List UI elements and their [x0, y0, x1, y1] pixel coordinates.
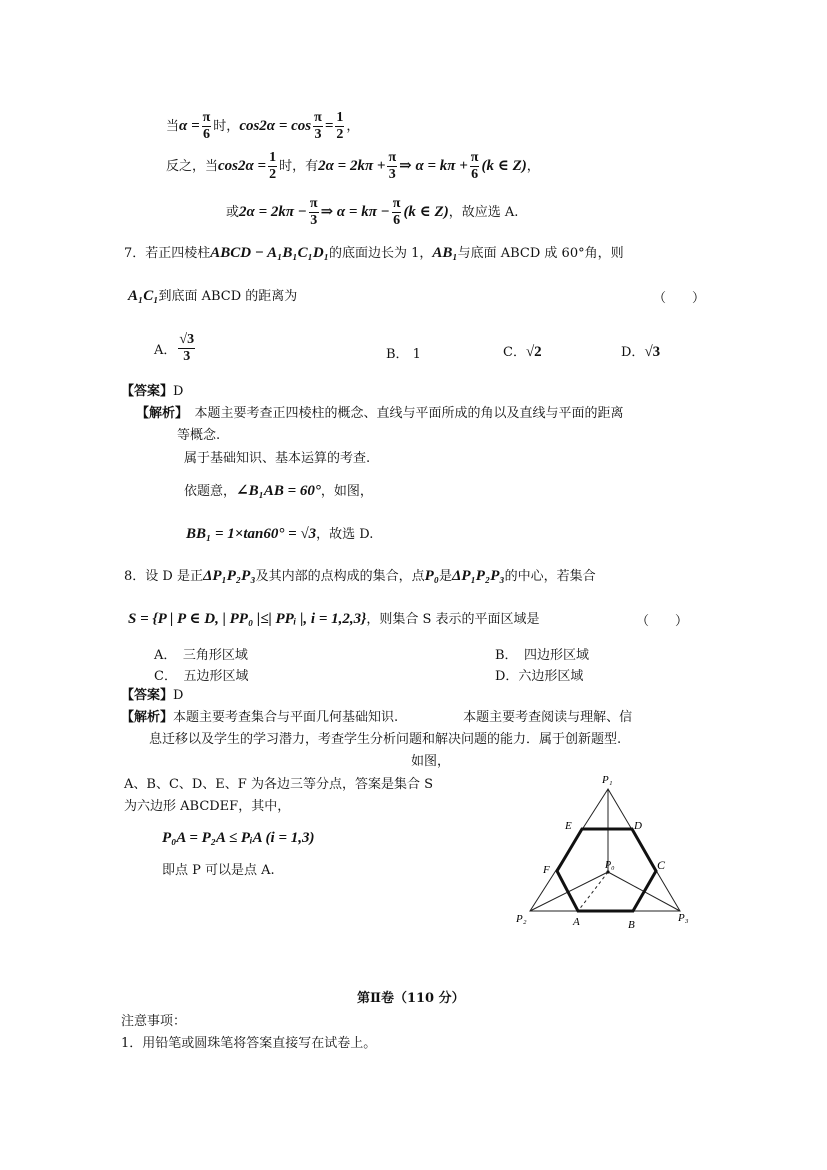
label-b: B — [628, 919, 635, 931]
sol6-line1 — [166, 110, 359, 143]
q7-option-a — [154, 332, 197, 365]
sol6-l1-mid: 时， — [213, 119, 240, 134]
q7-stem-c: 与底面 ABCD 成 60°角，则 — [457, 246, 624, 261]
q8-analysis-5: 为六边形 ABCDEF，其中， — [124, 799, 291, 814]
sol6-l2-prefix: 反之，当 — [166, 159, 219, 174]
q7-answer-value: D — [173, 384, 184, 399]
q7-analysis-3: 属于基础知识、基本运算的考查. — [184, 451, 371, 466]
q7-answer — [121, 383, 183, 401]
q8-stem2-text: ，则集合 S 表示的平面区域是 — [366, 612, 540, 627]
q8-stem-b: 及其内部的点构成的集合，点 — [255, 569, 425, 584]
q7-analysis-4-math: ∠B₁AB = 60° — [236, 483, 321, 499]
q8-answer-tag: 【答案】 — [121, 688, 174, 703]
label-p1: P₁ — [602, 774, 613, 786]
q7-option-c — [503, 341, 542, 361]
sol6-l3-math3: (k ∈ Z) — [403, 204, 449, 220]
q8-stem-c: 是 — [438, 569, 452, 584]
sol6-l2-math4: (k ∈ Z) — [481, 158, 527, 174]
q8-analysis-3: 如图， — [411, 754, 451, 769]
q7-analysis-5b: ，故选 D. — [316, 527, 374, 542]
label-c: C — [657, 858, 666, 872]
label-f: F — [543, 864, 550, 876]
sol6-l1-end: ， — [346, 119, 360, 134]
q8-stem-d: 的中心，若集合 — [504, 569, 596, 584]
q7-stem — [124, 244, 624, 263]
q8-stem-math3: ΔP₁P₂P₃ — [452, 568, 505, 584]
q7-analysis-2: 等概念. — [177, 428, 221, 443]
sol6-l2-frac1: $\frac{1}{2}$ — [269, 150, 277, 182]
q7-option-d-math: √3 — [644, 344, 661, 360]
sol6-l1-math2: cos2α = cos — [239, 118, 312, 134]
q8-option-d: D．六边形区域 — [495, 669, 584, 684]
sol6-l1-frac2: $\frac{\pi}{3}$ — [314, 110, 322, 142]
q8-analysis-4: A、B、C、D、E、F 为各边三等分点，答案是集合 S — [124, 777, 433, 792]
q8-analysis-2: 息迁移以及学生的学习潜力，考查学生分析问题和解决问题的能力．属于创新题型. — [149, 732, 622, 747]
label-a: A — [573, 916, 580, 928]
q7-stem-math1: ABCD − A₁B₁C₁D₁ — [210, 245, 329, 261]
sol6-l1-math1: α = — [179, 118, 200, 134]
sol6-l2-frac3: $\frac{\pi}{6}$ — [470, 150, 479, 182]
sol6-l3-frac1: $\frac{\pi}{3}$ — [309, 196, 318, 228]
q8-analysis-text1: 本题主要考查集合与平面几何基础知识. 本题主要考查阅读与理解、信 — [173, 710, 633, 725]
sol6-l1-math3: = — [324, 118, 334, 134]
q8-analysis-6 — [162, 829, 315, 848]
q8-stem-math2: P₀ — [424, 568, 439, 584]
q7-analysis-tag: 【解析】 — [136, 406, 182, 421]
q7-stem-a: 7．若正四棱柱 — [124, 246, 211, 261]
q7-option-a-frac: $\frac{√3}{3}$ — [179, 332, 195, 364]
sol6-l2-mid: 时，有 — [279, 159, 319, 174]
q7-stem-b: 的底面边长为 1， — [328, 246, 433, 261]
label-d: D — [634, 820, 642, 832]
q8-stem-math1: ΔP₁P₂P₃ — [202, 568, 256, 584]
q7-answer-tag: 【答案】 — [121, 384, 174, 399]
segment-p0-a-dashed — [578, 872, 608, 911]
sol6-l1-frac1: $\frac{\pi}{6}$ — [202, 110, 211, 142]
sol6-line2 — [166, 150, 540, 183]
q7-stem2-math: A₁C₁ — [128, 288, 159, 304]
q7-option-a-label: A． — [154, 343, 177, 358]
label-p0: P₀ — [605, 860, 615, 871]
q7-option-c-math: √2 — [525, 344, 542, 360]
q8-analysis-6-math: P₀A = P₂A ≤ PᵢA (i = 1,3) — [162, 830, 315, 846]
q8-answer-paren: （ ） — [636, 614, 689, 629]
label-p3: P₃ — [678, 912, 689, 924]
sol6-l2-math1: cos2α = — [218, 158, 267, 174]
sol6-l3-math1: 2α = 2kπ − — [239, 204, 307, 220]
q7-option-d — [621, 341, 660, 361]
sol6-l2-math2: 2α = 2kπ + — [318, 158, 386, 174]
sol6-l3-math2: ⇒ α = kπ − — [320, 204, 390, 220]
sol6-l3-end: ，故应选 A. — [448, 205, 519, 220]
q7-stem2 — [128, 287, 297, 306]
q8-stem-a: 8．设 D 是正 — [124, 569, 203, 584]
q8-option-a: A． 三角形区域 — [154, 648, 248, 663]
q8-analysis-7: 即点 P 可以是点 A. — [162, 863, 275, 878]
q7-answer-paren: （ ） — [653, 291, 706, 306]
triangle-p1p2p3 — [530, 789, 680, 911]
q7-option-b: B． 1 — [386, 347, 421, 362]
q7-stem-math2: AB₁ — [432, 245, 458, 261]
part2-item1: 1．用铅笔或圆珠笔将答案直接写在试卷上。 — [121, 1036, 377, 1051]
q8-answer — [121, 687, 183, 705]
q7-option-c-label: C． — [503, 345, 526, 360]
q7-analysis-1 — [136, 405, 624, 423]
q8-stem2 — [128, 610, 540, 629]
label-e: E — [565, 820, 572, 832]
label-p2: P₂ — [516, 913, 527, 925]
q7-analysis-4b: ，如图， — [320, 484, 373, 499]
q8-analysis-1 — [121, 709, 632, 727]
part2-title: 第Ⅱ卷（110 分） — [357, 991, 465, 1006]
sol6-l1-frac3: $\frac{1}{2}$ — [336, 110, 344, 142]
sol6-l2-end: ， — [526, 159, 540, 174]
sol6-line3 — [226, 196, 518, 229]
q8-analysis-tag: 【解析】 — [121, 710, 174, 725]
sol6-l2-frac2: $\frac{\pi}{3}$ — [388, 150, 397, 182]
q7-stem2-text: 到底面 ABCD 的距离为 — [158, 289, 298, 304]
q8-stem — [124, 567, 596, 586]
q7-option-d-label: D． — [621, 345, 645, 360]
q7-analysis-4a: 依题意， — [184, 484, 237, 499]
sol6-l2-math3: ⇒ α = kπ + — [399, 158, 468, 174]
sol6-l3-prefix: 或 — [226, 205, 240, 220]
q8-hexagon-figure — [510, 768, 700, 933]
q8-option-b: B． 四边形区域 — [495, 648, 590, 663]
q7-analysis-4 — [184, 482, 373, 501]
sol6-l3-frac2: $\frac{\pi}{6}$ — [392, 196, 401, 228]
q7-analysis-5-math: BB₁ = 1×tan60° = √3 — [186, 526, 317, 542]
q7-analysis-5 — [186, 525, 373, 544]
q8-option-c: C． 五边形区域 — [154, 669, 249, 684]
sol6-l1-prefix: 当 — [166, 119, 180, 134]
q7-analysis-text1: 本题主要考查正四棱柱的概念、直线与平面所成的角以及直线与平面的距离 — [181, 406, 624, 421]
q8-answer-value: D — [173, 688, 184, 703]
part2-notice: 注意事项： — [121, 1014, 187, 1029]
q8-stem2-math: S = {P | P ∈ D, | PP₀ |≤| PPᵢ |, i = 1,2,3} — [128, 611, 367, 627]
